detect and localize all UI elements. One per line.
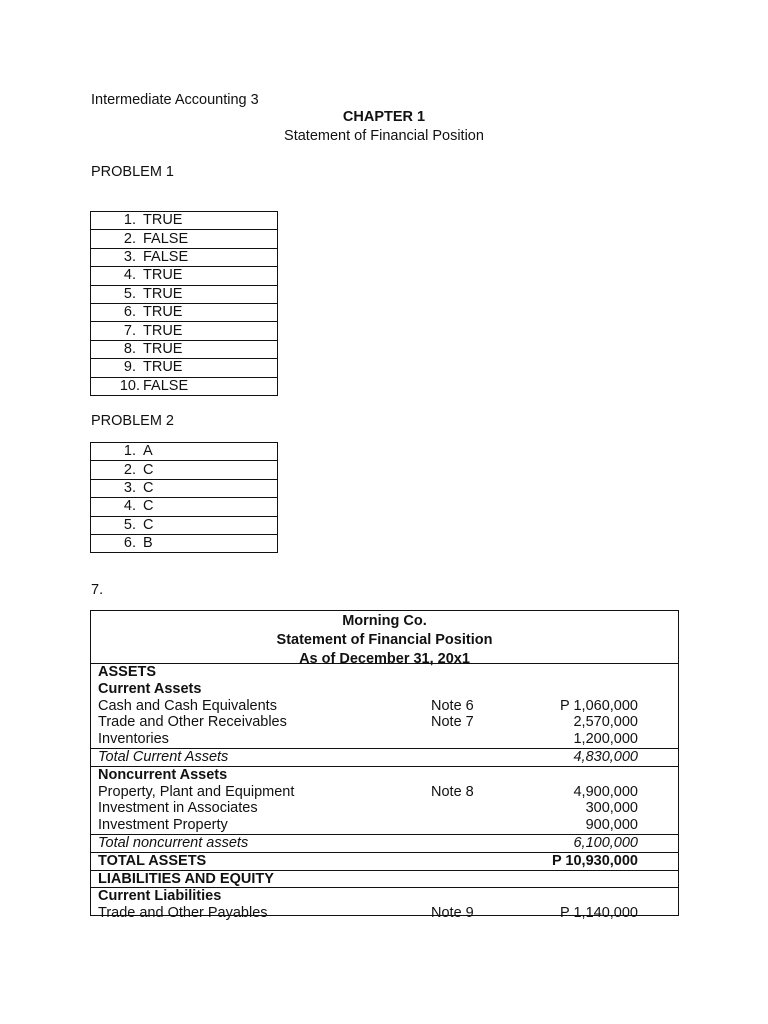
answer-row <box>91 479 278 497</box>
row-label: Investment Property <box>98 817 228 834</box>
row-label: Investment in Associates <box>98 800 258 817</box>
answer-cell <box>91 534 278 552</box>
statement-row <box>91 731 678 748</box>
answer-row <box>91 212 278 230</box>
answer-number: 9. <box>123 359 136 376</box>
answer-number: 5. <box>123 516 136 533</box>
answer-value: FALSE <box>143 377 189 394</box>
row-label: Property, Plant and Equipment <box>98 783 295 800</box>
statement-row <box>91 766 678 784</box>
row-note: Note 7 <box>431 714 474 731</box>
answer-value: C <box>143 516 154 533</box>
row-amount: 300,000 <box>585 800 638 817</box>
answer-row <box>91 267 278 285</box>
answer-number: 1. <box>123 443 136 460</box>
statement-row <box>91 784 678 801</box>
answer-value: TRUE <box>143 212 183 229</box>
answer-value: TRUE <box>143 322 183 339</box>
row-label: LIABILITIES AND EQUITY <box>98 870 274 887</box>
answer-row <box>91 359 278 377</box>
row-amount: 6,100,000 <box>573 834 638 851</box>
row-label: TOTAL ASSETS <box>98 852 207 869</box>
row-note: Note 8 <box>431 783 474 800</box>
row-amount: 4,900,000 <box>573 783 638 800</box>
answer-value: TRUE <box>143 267 183 284</box>
answer-number: 10. <box>119 377 140 394</box>
answer-cell <box>91 285 278 303</box>
row-amount: 2,570,000 <box>573 714 638 731</box>
answer-number: 3. <box>123 248 136 265</box>
statement-row <box>91 698 678 715</box>
row-label: Cash and Cash Equivalents <box>98 697 277 714</box>
row-amount: P 1,060,000 <box>560 697 638 714</box>
row-amount: 4,830,000 <box>573 748 638 765</box>
answer-cell <box>91 267 278 285</box>
answer-value: TRUE <box>143 340 183 357</box>
answer-cell <box>91 359 278 377</box>
answer-cell <box>91 230 278 248</box>
statement-row <box>91 852 678 870</box>
chapter-subtitle: Statement of Financial Position <box>284 128 484 144</box>
row-amount: P 1,140,000 <box>560 905 638 922</box>
answer-cell <box>91 248 278 266</box>
row-label: Current Liabilities <box>98 888 222 905</box>
answer-number: 4. <box>123 267 136 284</box>
answer-row <box>91 461 278 479</box>
answer-cell <box>91 443 278 461</box>
company-name: Morning Co. <box>342 613 427 629</box>
answer-cell <box>91 377 278 395</box>
answer-row <box>91 322 278 340</box>
answer-value: C <box>143 461 154 478</box>
row-label: Total Current Assets <box>98 748 229 765</box>
row-label: Trade and Other Receivables <box>98 714 287 731</box>
row-label: Noncurrent Assets <box>98 766 228 783</box>
row-label: Current Assets <box>98 680 202 697</box>
course-title: Intermediate Accounting 3 <box>91 92 259 108</box>
answer-cell <box>91 461 278 479</box>
statement-row <box>91 714 678 731</box>
answer-cell <box>91 322 278 340</box>
answer-row <box>91 377 278 395</box>
row-label: ASSETS <box>98 664 157 680</box>
statement-header <box>91 611 678 667</box>
statement-row <box>91 681 678 698</box>
statement-row <box>91 870 678 888</box>
answer-number: 1. <box>123 212 136 229</box>
row-label: Trade and Other Payables <box>98 905 268 922</box>
row-note: Note 9 <box>431 905 474 922</box>
answer-value: B <box>143 535 153 552</box>
answer-number: 8. <box>123 340 136 357</box>
answer-value: C <box>143 498 154 515</box>
answer-row <box>91 516 278 534</box>
answer-cell <box>91 212 278 230</box>
answer-value: TRUE <box>143 304 183 321</box>
answer-value: A <box>143 443 153 460</box>
statement-row <box>91 887 678 905</box>
answer-value: FALSE <box>143 230 189 247</box>
answer-value: C <box>143 479 154 496</box>
item-7-label: 7. <box>91 582 104 598</box>
answer-cell <box>91 340 278 358</box>
row-amount: P 10,930,000 <box>551 852 638 869</box>
row-label: Inventories <box>98 731 169 748</box>
problem-1-answer-table <box>90 211 278 396</box>
answer-row <box>91 534 278 552</box>
statement-of-financial-position <box>90 610 679 922</box>
answer-value: TRUE <box>143 285 183 302</box>
statement-row <box>91 817 678 834</box>
statement-rows <box>91 664 678 922</box>
row-label: Total noncurrent assets <box>98 834 249 851</box>
answer-row <box>91 303 278 321</box>
answer-number: 3. <box>123 479 136 496</box>
statement-row <box>91 905 678 922</box>
answer-number: 5. <box>123 285 136 302</box>
answer-cell <box>91 498 278 516</box>
row-note: Note 6 <box>431 697 474 714</box>
answer-row <box>91 498 278 516</box>
answer-cell <box>91 303 278 321</box>
problem-2-answer-table <box>90 442 278 553</box>
answer-cell <box>91 479 278 497</box>
statement-row <box>91 800 678 817</box>
answer-number: 4. <box>123 498 136 515</box>
statement-row <box>91 664 678 681</box>
answer-number: 6. <box>123 535 136 552</box>
answer-number: 7. <box>123 322 136 339</box>
answer-value: FALSE <box>143 248 189 265</box>
statement-title: Statement of Financial Position <box>276 632 493 648</box>
problem-1-title: PROBLEM 1 <box>91 164 174 180</box>
statement-row <box>91 748 678 766</box>
answer-number: 6. <box>123 304 136 321</box>
row-amount: 900,000 <box>585 817 638 834</box>
answer-row <box>91 285 278 303</box>
answer-row <box>91 340 278 358</box>
statement-date: As of December 31, 20x1 <box>299 651 470 667</box>
answer-number: 2. <box>123 461 136 478</box>
row-amount: 1,200,000 <box>573 731 638 748</box>
answer-number: 2. <box>123 230 136 247</box>
answer-cell <box>91 516 278 534</box>
problem-2-title: PROBLEM 2 <box>91 413 174 429</box>
statement-row <box>91 834 678 852</box>
chapter-heading: CHAPTER 1 <box>342 109 426 125</box>
answer-row <box>91 248 278 266</box>
answer-value: TRUE <box>143 359 183 376</box>
answer-row <box>91 443 278 461</box>
answer-row <box>91 230 278 248</box>
